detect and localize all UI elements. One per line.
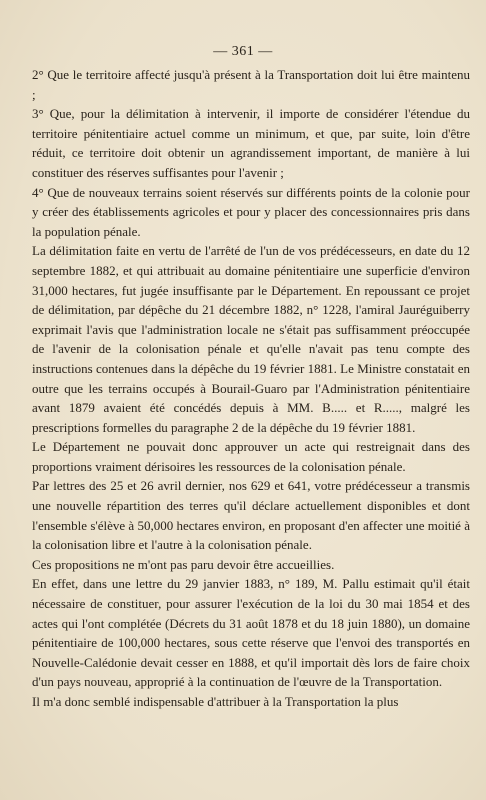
paragraph: Ces propositions ne m'ont pas paru devoir être accueillies. <box>32 556 335 572</box>
paragraph: 4° Que de nouveaux terrains soient réservés sur différents points de la colonie pour y créer des établissements agricoles et pour y placer des concessionnaires pris dans la population pénale. <box>32 184 470 239</box>
page-number: — 361 — <box>213 44 273 59</box>
paragraph: 3° Que, pour la délimitation à intervenir, il importe de considérer l'étendue du territoire pénitentiaire actuel comme un minimum, et que, par suite, loin d'être réduit, ce territoire doit obtenir un agrandissement important, de manière à lui constituer des réserves suffisantes pour l'avenir ; <box>32 106 470 180</box>
body-text <box>32 65 470 712</box>
paragraph: 2° Que le territoire affecté jusqu'à présent à la Transportation doit lui être maintenu ; <box>32 67 470 102</box>
paragraph: La délimitation faite en vertu de l'arrêté de l'un de vos prédécesseurs, en date du 12 septembre 1882, et qui attribuait au domaine pénitentiaire une superficie d'environ 31,000 hectares, fut jugée insuffisante par le Département. En repoussant ce projet de délimitation, par dépêche du 21 décembre 1882, n° 1228, l'amiral Jauréguiberry exprimait l'avis que l'administration locale ne s'était pas suffisamment préoccupée de l'avenir de la colonisation pénale et qu'elle n'avait pas tenu compte des instructions contenues dans la dépêche du 19 février 1881. Le Ministre constatait en outre que les terrains occupés à Bourail-Guaro par l'Administration pénitentiaire avant 1879 avaient été concédés depuis à MM. B..... et R....., malgré les prescriptions formelles du paragraphe 2 de la dépêche du 19 février 1881. <box>32 243 470 435</box>
paragraph: Le Département ne pouvait donc approuver un acte qui restreignait dans des proportions vraiment dérisoires les ressources de la colonisation pénale. <box>32 439 470 474</box>
paragraph: Il m'a donc semblé indispensable d'attribuer à la Transportation la plus <box>32 694 399 709</box>
paragraph: Par lettres des 25 et 26 avril dernier, nos 629 et 641, votre prédécesseur a transmis une nouvelle répartition des terres qu'il déclare actuellement disponibles et dont l'ensemble s'élève à 50,000 hectares environ, en proposant d'en affecter une moitié à la colonisation libre et l'autre à la colonisation pénale. <box>32 478 470 553</box>
paragraph: En effet, dans une lettre du 29 janvier 1883, n° 189, M. Pallu estimait qu'il était nécessaire de constituer, pour assurer l'exécution de la loi du 30 mai 1854 et des actes qui l'ont complétée (Décrets du 31 août 1878 et du 18 juin 1880), un domaine pénitentiaire de 100,000 hectares, sous cette réserve que l'envoi des transportés en Nouvelle-Calédonie devait cesser en 1888, et qu'il importait dès lors de faire choix d'un pays nouveau, approprié à la continuation de l'œuvre de la Transportation. <box>32 576 470 690</box>
